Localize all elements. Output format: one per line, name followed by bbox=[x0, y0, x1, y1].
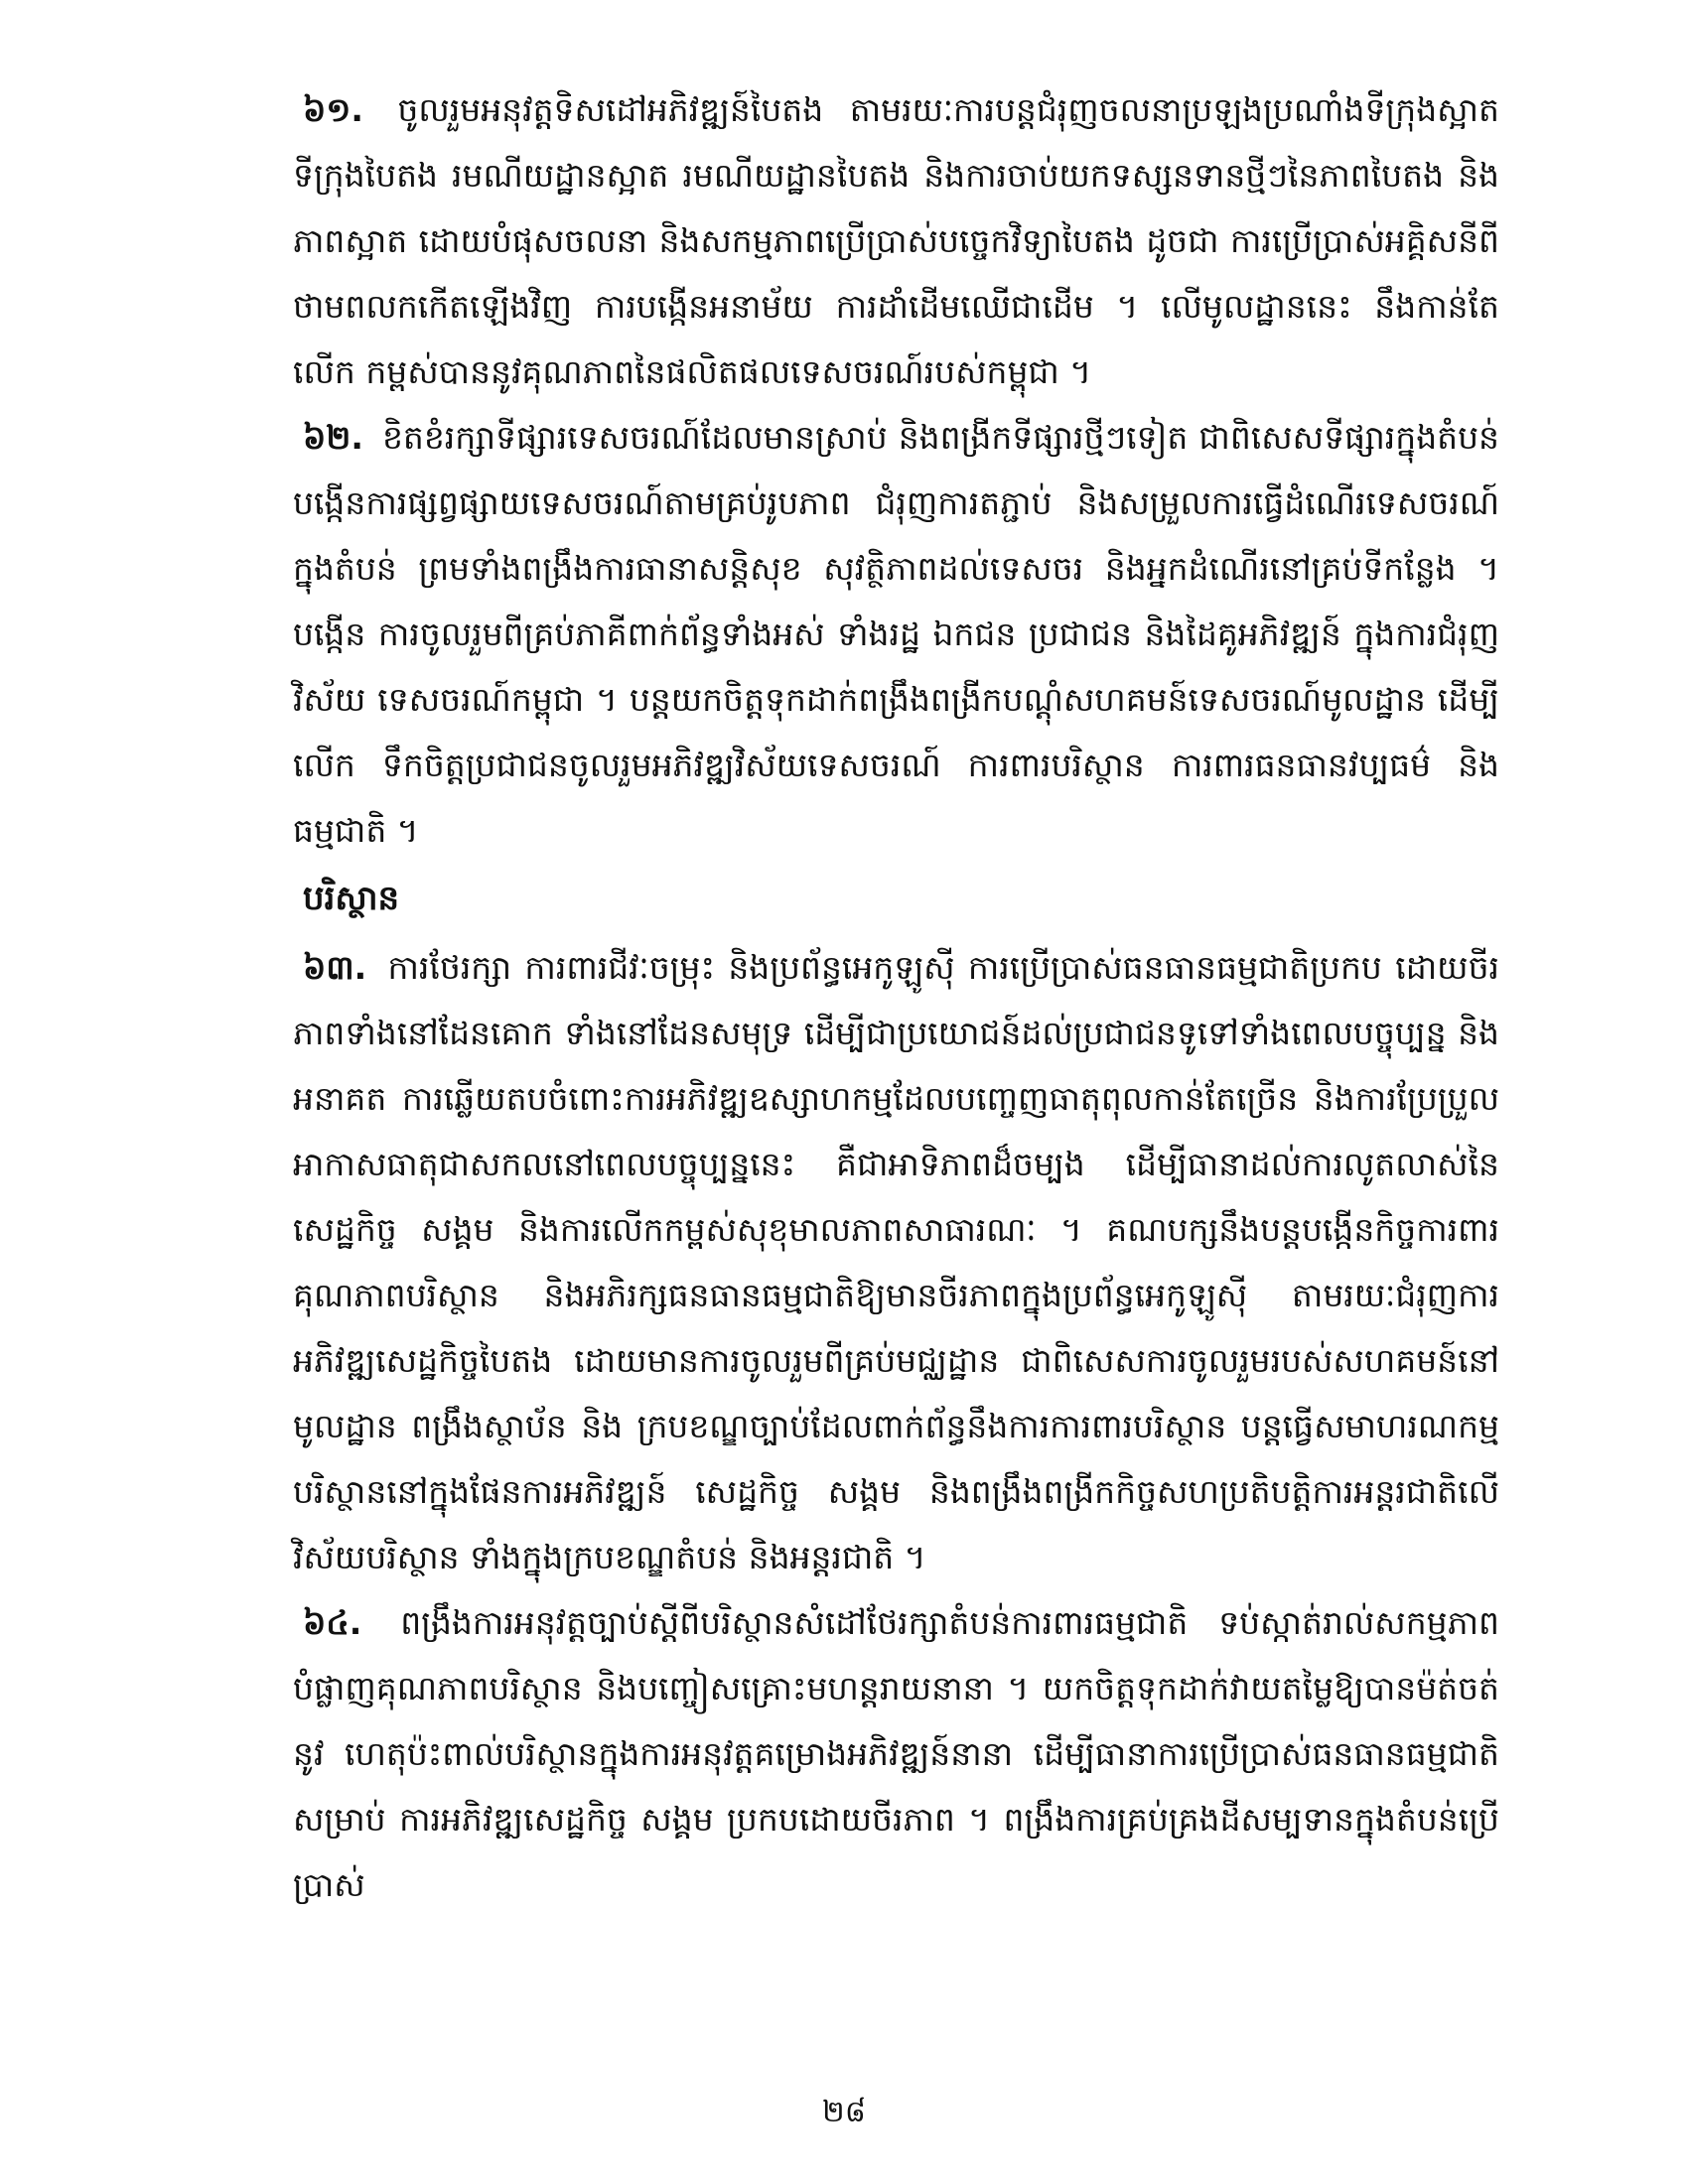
paragraph-text: ចូលរួមអនុវត្តទិសដៅអភិវឌ្ឍន៍បៃតង តាមរយៈការបន្តជំរុញចលនាប្រឡងប្រណាំងទីក្រុងស្អាត ទីក្រុងបៃតង រមណីយដ្ឋានស្អាត រមណីយដ្ឋានបៃតង និងការចាប់យកទស្សនទានថ្មីៗនៃភាពបៃតង និង ភាពស្អាត ដោយបំផុសចលនា និងសកម្មភាពប្រើប្រាស់បច្ចេកវិទ្យាបៃតង ដូចជា ការប្រើប្រាស់អគ្គិសនីពី ថាមពលកកើតឡើងវិញ ការបង្កើនអនាម័យ ការដាំដើមឈើជាដើម ។ លើមូលដ្ឋាននេះ នឹងកាន់តែលើក កម្ពស់បាននូវគុណភាពនៃផលិតផលទេសចរណ៍របស់កម្ពុជា ។ bbox=[293, 90, 1499, 391]
paragraph-text: ខិតខំរក្សាទីផ្សារទេសចរណ៍ដែលមានស្រាប់ និងពង្រីកទីផ្សារថ្មីៗទៀត ជាពិសេសទីផ្សារក្នុងតំបន់ បង្កើនការផ្សព្វផ្សាយទេសចរណ៍តាមគ្រប់រូបភាព ជំរុញការតភ្ជាប់ និងសម្រួលការធ្វើដំណើរទេសចរណ៍ ក្នុងតំបន់ ព្រមទាំងពង្រឹងការធានាសន្តិសុខ សុវត្ថិភាពដល់ទេសចរ និងអ្នកដំណើរនៅគ្រប់ទីកន្លែង ។ បង្កើន ការចូលរួមពីគ្រប់ភាគីពាក់ព័ន្ធទាំងអស់ ទាំងរដ្ឋ ឯកជន ប្រជាជន និងដៃគូអភិវឌ្ឍន៍ ក្នុងការជំរុញវិស័យ ទេសចរណ៍កម្ពុជា ។ បន្តយកចិត្តទុកដាក់ពង្រឹងពង្រីកបណ្តុំសហគមន៍ទេសចរណ៍មូលដ្ឋាន ដើម្បីលើក ទឹកចិត្តប្រជាជនចូលរួមអភិវឌ្ឍវិស័យទេសចរណ៍ ការពារបរិស្ថាន ការពារធនធានវប្បធម៌ និងធម្មជាតិ ។ bbox=[293, 418, 1500, 850]
paragraph-62 bbox=[293, 405, 1499, 864]
page-content bbox=[293, 77, 1499, 1918]
paragraph-text: ពង្រឹងការអនុវត្តច្បាប់ស្តីពីបរិស្ថានសំដៅថែរក្សាតំបន់ការពារធម្មជាតិ ទប់ស្កាត់រាល់សកម្មភាព បំផ្លាញគុណភាពបរិស្ថាន និងបញ្ចៀសគ្រោះមហន្តរាយនានា ។ យកចិត្តទុកដាក់វាយតម្លៃឱ្យបានម៉ត់ចត់នូវ ហេតុប៉ះពាល់បរិស្ថានក្នុងការអនុវត្តគម្រោងអភិវឌ្ឍន៍នានា ដើម្បីធានាការប្រើប្រាស់ធនធានធម្មជាតិសម្រាប់ ការអភិវឌ្ឍសេដ្ឋកិច្ច សង្គម ប្រកបដោយចីរភាព ។ ពង្រឹងការគ្រប់គ្រងដីសម្បទានក្នុងតំបន់ប្រើប្រាស់ bbox=[293, 1603, 1499, 1904]
section-heading: បរិស្ថាន bbox=[303, 879, 400, 918]
paragraph-64 bbox=[293, 1590, 1499, 1918]
paragraph-number: ៦១. bbox=[303, 90, 363, 129]
paragraph-number: ៦២. bbox=[303, 418, 363, 457]
paragraph-63 bbox=[293, 935, 1499, 1590]
paragraph-number: ៦៣. bbox=[303, 948, 367, 987]
paragraph-number: ៦៤. bbox=[303, 1603, 362, 1642]
page-number: ២៨ bbox=[822, 2095, 866, 2129]
paragraph-61 bbox=[293, 77, 1499, 405]
paragraph-text: ការថែរក្សា ការពារជីវៈចម្រុះ និងប្រព័ន្ធអេកូឡូស៊ី ការប្រើប្រាស់ធនធានធម្មជាតិប្រកប ដោយចីរភាពទាំងនៅដែនគោក ទាំងនៅដែនសមុទ្រ ដើម្បីជាប្រយោជន៍ដល់ប្រជាជនទូទៅទាំងពេលបច្ចុប្បន្ន និងអនាគត ការឆ្លើយតបចំពោះការអភិវឌ្ឍឧស្សាហកម្មដែលបញ្ចេញធាតុពុលកាន់តែច្រើន និងការប្រែប្រួល អាកាសធាតុជាសកលនៅពេលបច្ចុប្បន្ននេះ គឺជាអាទិភាពដ៏ចម្បង ដើម្បីធានាដល់ការលូតលាស់នៃសេដ្ឋកិច្ច សង្គម និងការលើកកម្ពស់សុខុមាលភាពសាធារណៈ ។ គណបក្សនឹងបន្តបង្កើនកិច្ចការពារគុណភាពបរិស្ថាន និងអភិរក្សធនធានធម្មជាតិឱ្យមានចីរភាពក្នុងប្រព័ន្ធអេកូឡូស៊ី តាមរយៈជំរុញការអភិវឌ្ឍសេដ្ឋកិច្ចបៃតង ដោយមានការចូលរួមពីគ្រប់មជ្ឈដ្ឋាន ជាពិសេសការចូលរួមរបស់សហគមន៍នៅមូលដ្ឋាន ពង្រឹងស្ថាប័ន និង ក្របខណ្ឌច្បាប់ដែលពាក់ព័ន្ធនឹងការការពារបរិស្ថាន បន្តធ្វើសមាហរណកម្មបរិស្ថាននៅក្នុងផែនការអភិវឌ្ឍន៍ សេដ្ឋកិច្ច សង្គម និងពង្រឹងពង្រីកកិច្ចសហប្រតិបត្តិការអន្តរជាតិលើវិស័យបរិស្ថាន ទាំងក្នុងក្របខណ្ឌតំបន់ និងអន្តរជាតិ ។ bbox=[293, 948, 1499, 1576]
